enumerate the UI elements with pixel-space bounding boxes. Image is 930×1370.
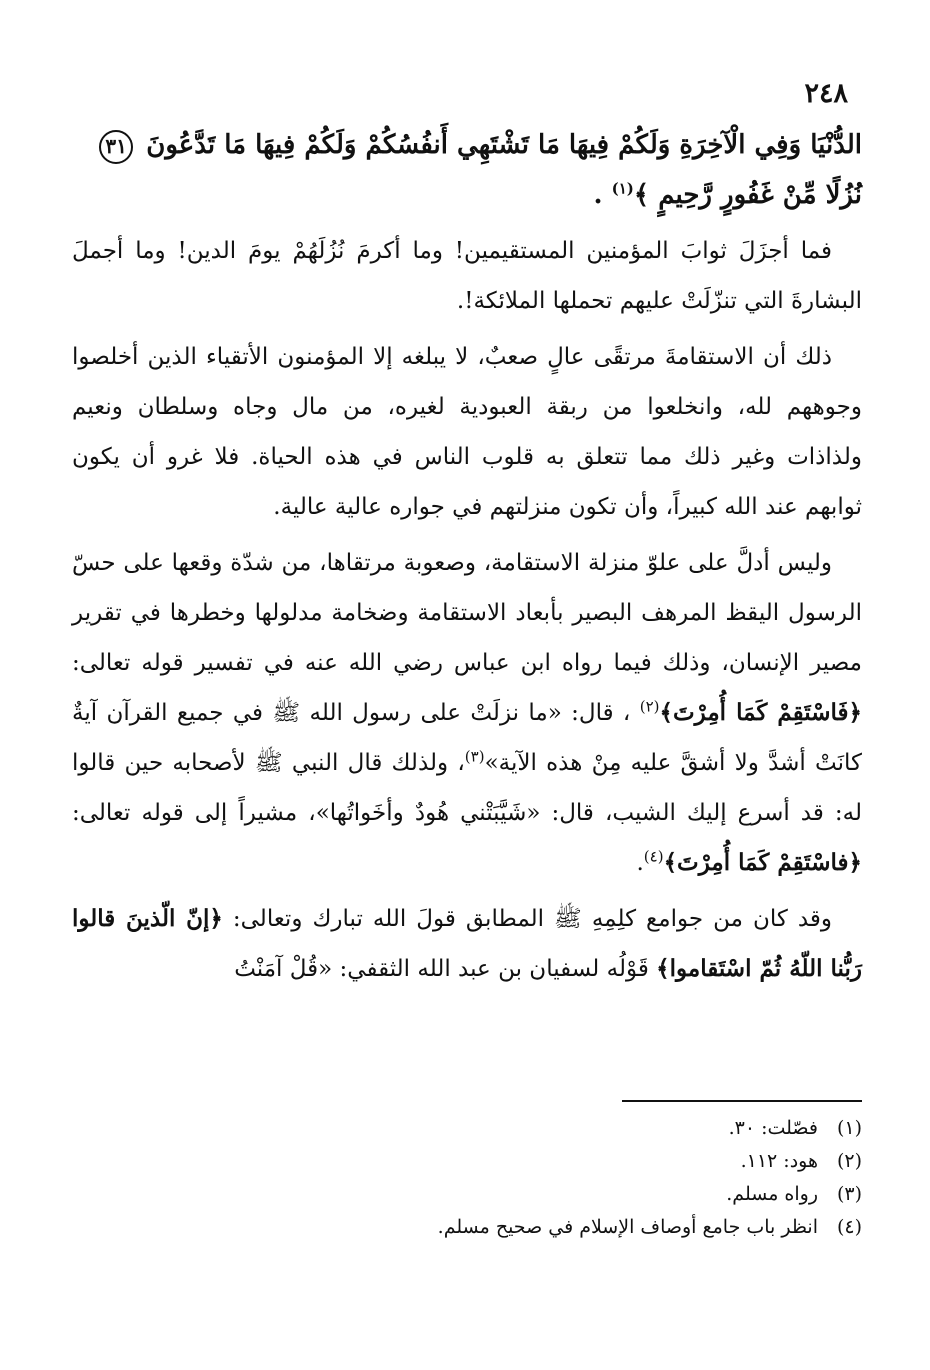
quran-quote-1: ﴿فَاسْتَقِمْ كَمَا أُمِرْتَ﴾ <box>659 699 862 726</box>
footnote-number: (٤) <box>836 1216 862 1238</box>
paragraph-4-part-b: قَوْلُه لسفيان بن عبد الله الثقفي: «قُلْ آمَنْتُ <box>234 956 649 982</box>
footnote-text: رواه مسلم. <box>726 1183 818 1205</box>
paragraph-3-part-a: وليس أدلَّ على علوّ منزلة الاستقامة، وصعوبة مرتقاها، من شدّة وقعها على حسّ الرسول اليقظ المرهف البصير بأبعاد الاستقامة وضخامة مدلولها وخطرها في تقرير مصير الإنسان، وذلك فيما رواه ابن عباس رضي الله عنه في تفسير قوله تعالى: <box>72 550 862 676</box>
footnote-item <box>82 1145 862 1178</box>
footnote-number: (١) <box>836 1117 862 1139</box>
footnote-number: (٣) <box>836 1183 862 1205</box>
paragraph-3-part-d: . <box>636 850 644 876</box>
footnote-item <box>82 1112 862 1145</box>
footnote-divider <box>622 1100 862 1102</box>
footnote-ref-2: (٢) <box>639 697 660 716</box>
footnote-text: فصّلت: ٣٠. <box>728 1117 818 1139</box>
verse-close-bracket: ﴾ <box>633 180 650 210</box>
paragraph-3-part-b: ، قال: «ما نزلَتْ على رسول الله ﷺ في جميع القرآن آيةٌ كانَتْ أشدَّ ولا أشقَّ عليه مِنْ هذه الآية» <box>72 700 862 776</box>
footnote-text: هود: ١١٢. <box>740 1150 818 1172</box>
footnote-item <box>82 1178 862 1211</box>
verse-line-2: نُزُلًا مِّنْ غَفُورٍ رَّحِيمٍ <box>658 180 862 210</box>
footnote-ref-3: (٣) <box>464 747 485 766</box>
quran-quote-3: ﴿إنّ الّذينَ قالوا رَبُّنا اللّهُ ثُمّ اسْتَقاموا﴾ <box>72 905 862 982</box>
footnotes <box>82 1112 862 1244</box>
ayah-number-marker: ٣١ <box>99 130 133 164</box>
footnote-number: (٢) <box>836 1150 862 1172</box>
paragraph-4 <box>72 894 862 994</box>
paragraph-2: ذلك أن الاستقامةَ مرتقًى عالٍ صعبٌ، لا يبلغه إلا المؤمنون الأتقياء الذين أخلصوا وجوههم لله، وانخلعوا من ربقة العبودية لغيره، من مال وجاه وسلطان ونعيم ولذاذات وغير ذلك مما تتعلق به قلوب الناس في هذه الحياة. فلا غرو أن يكون ثوابهم عند الله كبيراً، وأن تكون منزلتهم في جواره عالية عالية. <box>72 344 862 520</box>
paragraph-4-part-a: وقد كان من جوامع كلِمِهِ ﷺ المطابق قولَ الله تبارك وتعالى: <box>232 906 833 932</box>
quran-quote-2: ﴿فاسْتَقِمْ كَمَا أُمِرْتَ﴾ <box>663 849 862 876</box>
verse-line-1: الدُّنْيَا وَفِي الْآخِرَةِ وَلَكُمْ فِيهَا مَا تَشْتَهِي أَنفُسُكُمْ وَلَكُمْ فِيهَا مَا تَدَّعُونَ <box>146 130 862 160</box>
verse-period: . <box>593 180 612 210</box>
paragraph-3 <box>72 538 862 888</box>
verse-block <box>72 120 862 220</box>
footnote-ref-1: (١) <box>611 179 634 198</box>
footnote-ref-4: (٤) <box>643 847 664 866</box>
main-text <box>72 120 862 994</box>
footnote-text: انظر باب جامع أوصاف الإسلام في صحيح مسلم. <box>437 1216 818 1238</box>
paragraph-1: فما أجزَلَ ثوابَ المؤمنين المستقيمين! وما أكرمَ نُزُلَهُمْ يومَ الدين! وما أجملَ البشارةَ التي تنزّلَتْ عليهم تحملها الملائكة!. <box>72 238 862 314</box>
paragraph-3-part-c: ، ولذلك قال النبي ﷺ لأصحابه حين قالوا له: قد أسرع إليك الشيب، قال: «شَيَّبَتْني هُودٌ وأخَواتُها»، مشيراً إلى قوله تعالى: <box>72 750 862 826</box>
page-number: ٢٤٨ <box>804 78 848 109</box>
footnote-item <box>82 1211 862 1244</box>
